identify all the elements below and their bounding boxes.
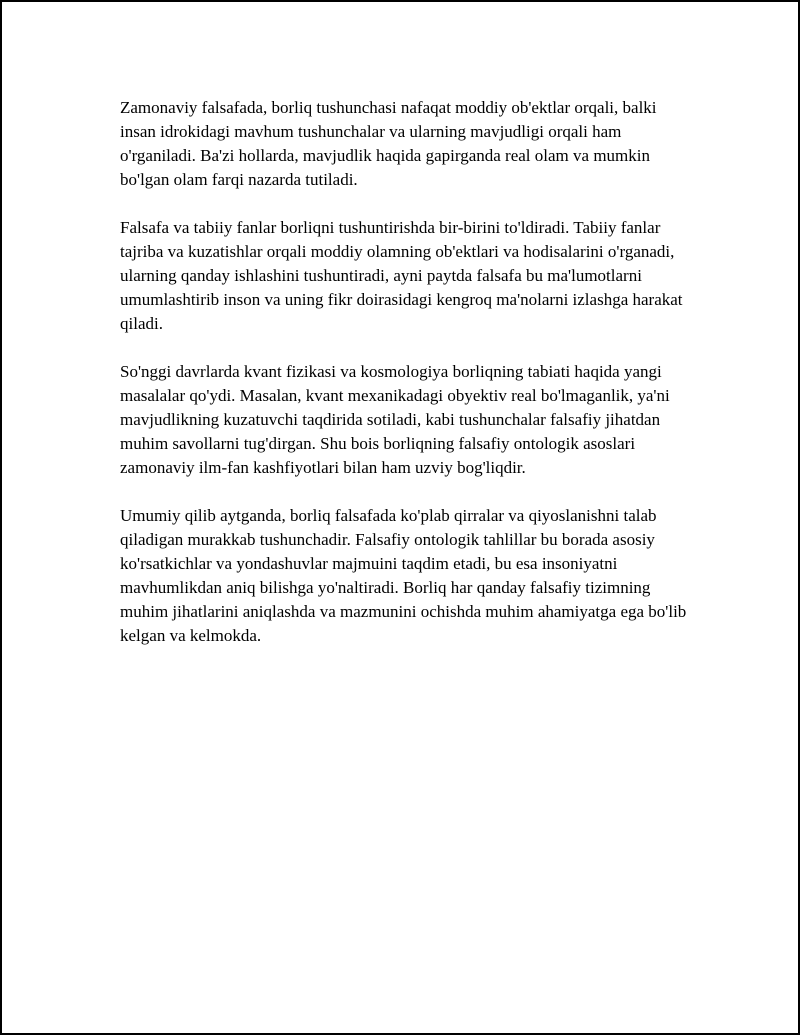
- paragraph-1: Zamonaviy falsafada, borliq tushunchasi nafaqat moddiy ob'ektlar orqali, balki insan idrokidagi mavhum tushunchalar va ularning mavjudligi orqali ham o'rganiladi. Ba'zi hollarda, mavjudlik haqida gapirganda real olam va mumkin bo'lgan olam farqi nazarda tutiladi.: [120, 98, 657, 189]
- document-body: [120, 96, 692, 672]
- paragraph-4: Umumiy qilib aytganda, borliq falsafada ko'plab qirralar va qiyoslanishni talab qiladigan murakkab tushunchadir. Falsafiy ontologik tahlillar bu borada asosiy ko'rsatkichlar va yondashuvlar majmuini taqdim etadi, bu esa insoniyatni mavhumlikdan aniq bilishga yo'naltiradi. Borliq har qanday falsafiy tizimning muhim jihatlarini aniqlashda va mazmunini ochishda muhim ahamiyatga ega bo'lib kelgan va kelmokda.: [120, 506, 687, 645]
- paragraph-2: Falsafa va tabiiy fanlar borliqni tushuntirishda bir-birini to'ldiradi. Tabiiy fanlar tajriba va kuzatishlar orqali moddiy olamning ob'ektlari va hodisalarini o'rganadi, ularning qanday ishlashini tushuntiradi, ayni paytda falsafa bu ma'lumotlarni umumlashtirib inson va uning fikr doirasidagi kengroq ma'nolarni izlashga harakat qiladi.: [120, 218, 683, 333]
- paragraph-3: So'nggi davrlarda kvant fizikasi va kosmologiya borliqning tabiati haqida yangi masalalar qo'ydi. Masalan, kvant mexanikadagi obyektiv real bo'lmaganlik, ya'ni mavjudlikning kuzatuvchi taqdirida sotiladi, kabi tushunchalar falsafiy jihatdan muhim savollarni tug'dirgan. Shu bois borliqning falsafiy ontologik asoslari zamonaviy ilm-fan kashfiyotlari bilan ham uzviy bog'liqdir.: [120, 362, 670, 477]
